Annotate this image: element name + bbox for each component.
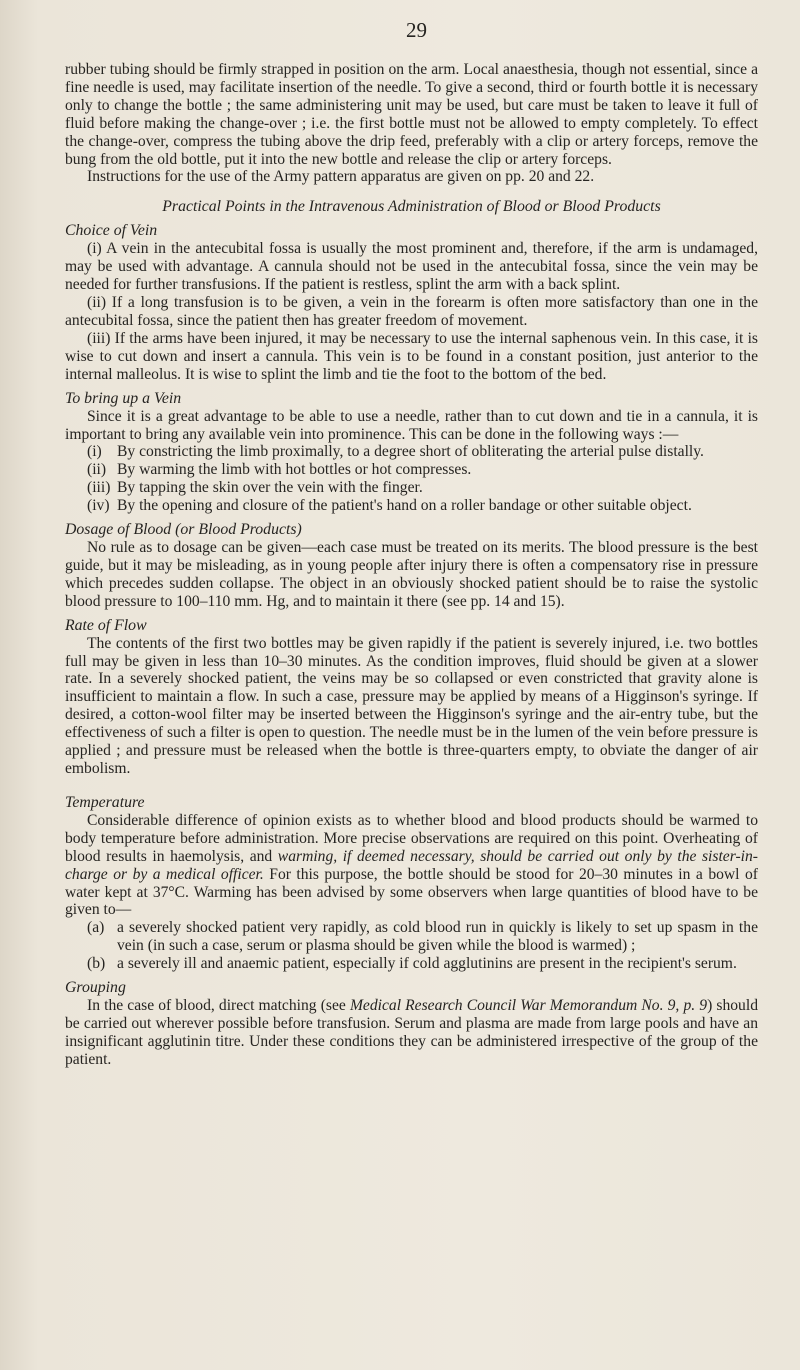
army-apparatus-note: Instructions for the use of the Army pattern apparatus are given on pp. 20 and 22. — [87, 168, 595, 186]
rate-paragraph: The contents of the first two bottles may be given rapidly if the patient is severely injured, i.e. two bottles full may be given in less than 10–30 minutes. As the condition improves, fluid should be given at a slower rate. In a severely shocked patient, the veins may be so collapsed or even constricted that gravity alone is insufficient to maintain a flow. In such a case, pressure may be applied by means of a Higginson's syringe. If desired, a cotton-wool filter may be inserted between the Higginson's syringe and the air-entry tube, but the effectiveness of such a filter is open to question. The needle must be in the lumen of the vein before pressure is applied ; and pressure must be released when the bottle is three-quarters empty, to obviate the danger of air embolism. — [65, 634, 758, 777]
temperature-text-b: For this purpose, the bottle should be stood for 20–30 minutes in a bowl of water kept at 37°C. Warming has been advised by some observers when large quantities of blood have to be given to— — [65, 865, 758, 919]
list-text: By constricting the limb proximally, to a degree short of obliterating the arterial pulse distally. — [117, 443, 704, 461]
list-marker: (i) — [87, 443, 102, 461]
list-marker: (a) — [87, 919, 105, 937]
list-item — [65, 461, 758, 479]
choice-paragraph-1: (i) A vein in the antecubital fossa is usually the most prominent and, therefore, if the arm is undamaged, may be used with advantage. A cannula should not be used in the antecubital fossa, since the vein may be needed for further transfusions. If the patient is restless, splint the arm with a back splint. — [65, 240, 758, 294]
grouping-text-a: In the case of blood, direct matching (see — [87, 997, 350, 1015]
dosage-heading: Dosage of Blood (or Blood Products) — [65, 521, 302, 539]
list-marker: (iv) — [87, 497, 110, 515]
bring-up-paragraph: Since it is a great advantage to be able to use a needle, rather than to cut down and tie in a cannula, it is important to bring any available vein into prominence. This can be done in the following ways :— — [65, 407, 758, 443]
temperature-list — [65, 919, 758, 973]
choice-paragraph-3: (iii) If the arms have been injured, it may be necessary to use the internal saphenous vein. In this case, it is wise to cut down and insert a cannula. This vein is to be found in a constant position, just anterior to the internal malleolus. It is wise to splint the limb and tie the foot to the bottom of the bed. — [65, 329, 758, 383]
grouping-paragraph — [65, 997, 758, 1069]
choice-of-vein-heading: Choice of Vein — [65, 222, 158, 240]
list-marker: (iii) — [87, 479, 111, 497]
temperature-heading: Temperature — [65, 793, 145, 811]
list-marker: (ii) — [87, 461, 107, 479]
grouping-text-b: ) should be carried out wherever possible before transfusion. Serum and plasma are made from large pools and have an insignificant agglutinin titre. Under these conditions they can be administered irrespective of the group of the patient. — [65, 997, 758, 1068]
temperature-paragraph — [65, 812, 758, 919]
list-marker: (b) — [87, 955, 106, 973]
list-text: a severely shocked patient very rapidly, as cold blood run in quickly is likely to set up spasm in the vein (in such a case, serum or plasma should be given while the blood is warmed) ; — [117, 919, 758, 955]
list-item — [65, 955, 758, 973]
list-text: By the opening and closure of the patient's hand on a roller bandage or other suitable object. — [117, 497, 692, 515]
list-item — [65, 479, 758, 497]
grouping-reference: Medical Research Council War Memorandum No. 9, p. 9 — [349, 997, 708, 1015]
list-text: a severely ill and anaemic patient, especially if cold agglutinins are present in the recipient's serum. — [117, 955, 737, 973]
page-number: 29 — [406, 18, 427, 42]
list-item — [65, 919, 758, 955]
list-item — [65, 497, 758, 515]
section-title: Practical Points in the Intravenous Administration of Blood or Blood Products — [162, 198, 661, 216]
list-text: By tapping the skin over the vein with the finger. — [117, 479, 423, 497]
rate-of-flow-heading: Rate of Flow — [65, 616, 147, 634]
opening-paragraph: rubber tubing should be firmly strapped in position on the arm. Local anaesthesia, though not essential, since a fine needle is used, may facilitate insertion of the needle. To give a second, third or fourth bottle it is necessary only to change the bottle ; the same administering unit may be used, but care must be taken to leave it full of fluid before making the change-over ; i.e. the first bottle must not be allowed to empty completely. To effect the change-over, compress the tubing above the drip feed, preferably with a clip or artery forceps, remove the bung from the old bottle, put it into the new bottle and release the clip or artery forceps. — [65, 61, 758, 168]
temperature-emphasis: warming, if deemed necessary, should be carried out only by the sister-in-charge or by a medical officer. — [65, 847, 758, 883]
bring-up-list — [65, 443, 758, 515]
list-item — [65, 443, 758, 461]
bring-up-vein-heading: To bring up a Vein — [65, 389, 182, 407]
dosage-paragraph: No rule as to dosage can be given—each case must be treated on its merits. The blood pressure is the best guide, but it may be misleading, as in young people after injury there is often a compensatory rise in pressure which precedes sudden collapse. The object in an obviously shocked patient should be to raise the systolic blood pressure to 100–110 mm. Hg, and to maintain it there (see pp. 14 and 15). — [65, 539, 758, 610]
temperature-text-a: Considerable difference of opinion exists as to whether blood and blood products should be warmed to body temperature before administration. More precise observations are required on this point. Overheating of blood results in haemolysis, and — [65, 811, 758, 865]
list-text: By warming the limb with hot bottles or hot compresses. — [117, 461, 472, 479]
grouping-heading: Grouping — [65, 979, 126, 997]
choice-paragraph-2: (ii) If a long transfusion is to be given, a vein in the forearm is often more satisfactory than one in the antecubital fossa, since the patient then has greater freedom of movement. — [65, 294, 758, 329]
